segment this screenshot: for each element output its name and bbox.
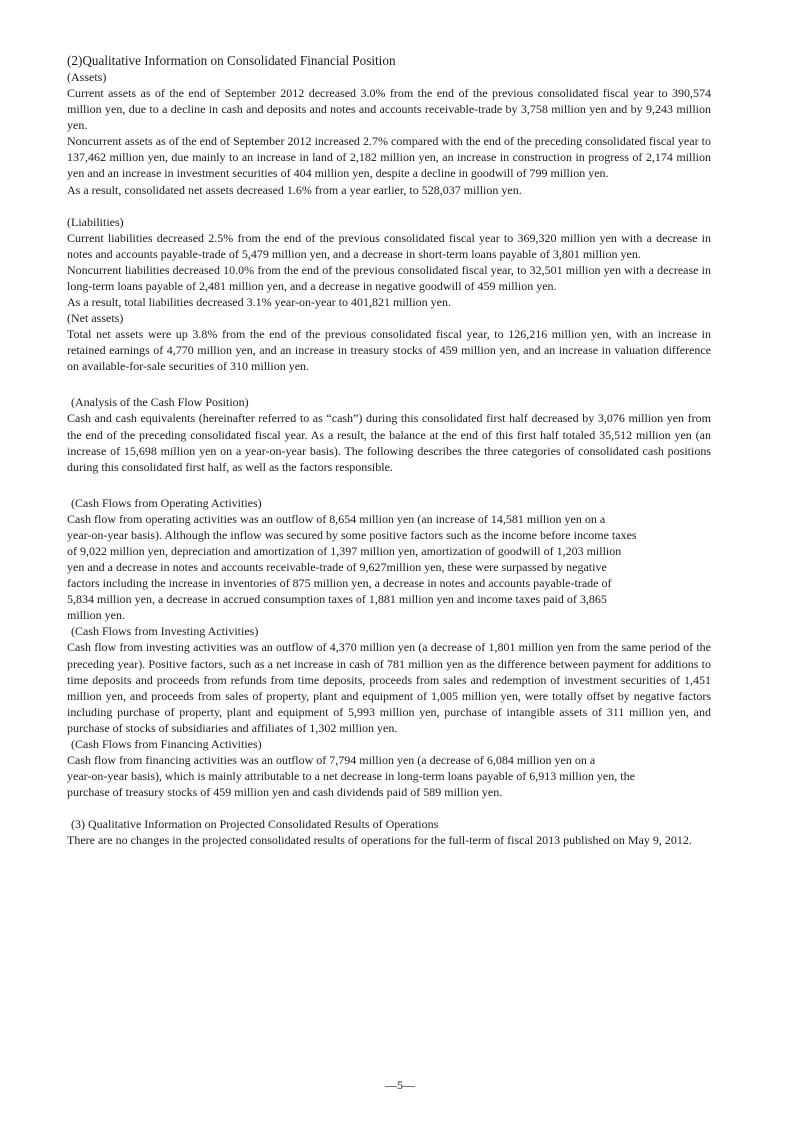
projected-paragraph: There are no changes in the projected consolidated results of operations for the full-term of fiscal 2013 published on May 9, 2012. — [67, 833, 692, 848]
spacer — [67, 800, 711, 816]
operating-paragraph: Cash flow from operating activities was an outflow of 8,654 million yen (an increase of 14,581 million yen on a year-on-year basis). Although the inflow was secured by some positive factors such as the income before income taxes of 9,022 million yen, depreciation and amortization of 1,397 million yen, amortization of goodwill of 1,203 million yen and a decrease in notes and accounts receivable-trade of 9,627million yen, these were surpassed by negative factors including the increase in inventories of 875 million yen, a decrease in notes and accounts payable-trade of 5,834 million yen, a decrease in accrued consumption taxes of 1,881 million yen and income taxes paid of 3,865 million yen. — [67, 511, 637, 623]
liabilities-paragraph-1: Current liabilities decreased 2.5% from the end of the previous consolidated fiscal year to 369,320 million yen with a decrease in notes and accounts payable-trade of 5,479 million yen, and a decrease in short-term loans payable of 3,801 million yen. — [67, 230, 711, 261]
liabilities-paragraph-2: Noncurrent liabilities decreased 10.0% from the end of the previous consolidated fiscal year, to 32,501 million yen with a decrease in long-term loans payable of 2,481 million yen, and a decrease in negative goodwill of 459 million yen. — [67, 262, 711, 293]
operating-heading: (Cash Flows from Operating Activities) — [71, 495, 262, 510]
page-number: —5— — [385, 1078, 415, 1092]
investing-heading: (Cash Flows from Investing Activities) — [71, 624, 259, 639]
investing-paragraph: Cash flow from investing activities was an outflow of 4,370 million yen (a decrease of 1,801 million yen from the same period of the preceding year). Positive factors, such as a net increase in cash of 781 million yen as the difference between payment for additions to time deposits and proceeds from refunds from time deposits, proceeds from sales and redemption of investment securities of 1,451 million yen, and proceeds from sales of property, plant and equipment of 1,005 million yen, were totally offset by negative factors including purchase of property, plant and equipment of 5,993 million yen, purchase of intangible assets of 311 million yen, and purchase of stocks of subsidiaries and affiliates of 1,302 million yen. — [67, 640, 711, 735]
net-assets-heading: (Net assets) — [67, 311, 124, 326]
cash-flow-heading: (Analysis of the Cash Flow Position) — [71, 395, 249, 410]
net-assets-paragraph: Total net assets were up 3.8% from the end of the previous consolidated fiscal year, to 126,216 million yen, with an increase in retained earnings of 4,770 million yen, and an increase in treasury stocks of 459 million yen, and an increase in valuation difference on available-for-sale securities of 310 million yen. — [67, 327, 711, 374]
section-title: (2)Qualitative Information on Consolidated Financial Position — [67, 53, 396, 68]
liabilities-paragraph-3: As a result, total liabilities decreased 3.1% year-on-year to 401,821 million yen. — [67, 295, 451, 310]
spacer — [67, 374, 711, 394]
projected-heading: (3) Qualitative Information on Projected Consolidated Results of Operations — [71, 817, 439, 832]
cash-flow-paragraph: Cash and cash equivalents (hereinafter referred to as “cash”) during this consolidated first half decreased by 3,076 million yen from the end of the preceding consolidated fiscal year. As a result, the balance at the end of this first half totaled 35,512 million yen (an increase of 15,698 million yen on a year-on-year basis). The following describes the three categories of consolidated cash positions during this consolidated first half, as well as the factors responsible. — [67, 411, 711, 474]
financing-heading: (Cash Flows from Financing Activities) — [71, 737, 262, 751]
financing-paragraph: Cash flow from financing activities was an outflow of 7,794 million yen (a decrease of 6,084 million yen on a year-on-year basis), which is mainly attributable to a net decrease in long-term loans payable of 6,913 million yen, the purchase of treasury stocks of 459 million yen and cash dividends paid of 589 million yen. — [67, 753, 635, 800]
assets-paragraph-3: As a result, consolidated net assets decreased 1.6% from a year earlier, to 528,037 million yen. — [67, 182, 522, 197]
liabilities-heading: (Liabilities) — [67, 214, 124, 229]
document-page — [67, 52, 711, 848]
spacer — [67, 475, 711, 495]
assets-heading: (Assets) — [67, 70, 107, 84]
spacer — [67, 198, 711, 214]
assets-paragraph-1: Current assets as of the end of September 2012 decreased 3.0% from the end of the previous consolidated fiscal year to 390,574 million yen, due to a decline in cash and deposits and notes and accounts receivable-trade by 3,758 million yen and by 9,243 million yen. — [67, 86, 711, 133]
assets-paragraph-2: Noncurrent assets as of the end of September 2012 increased 2.7% compared with the end of the preceding consolidated fiscal year to 137,462 million yen, due mainly to an increase in land of 2,182 million yen, an increase in construction in progress of 2,174 million yen and an increase in investment securities of 404 million yen, despite a decline in goodwill of 799 million yen. — [67, 134, 711, 181]
